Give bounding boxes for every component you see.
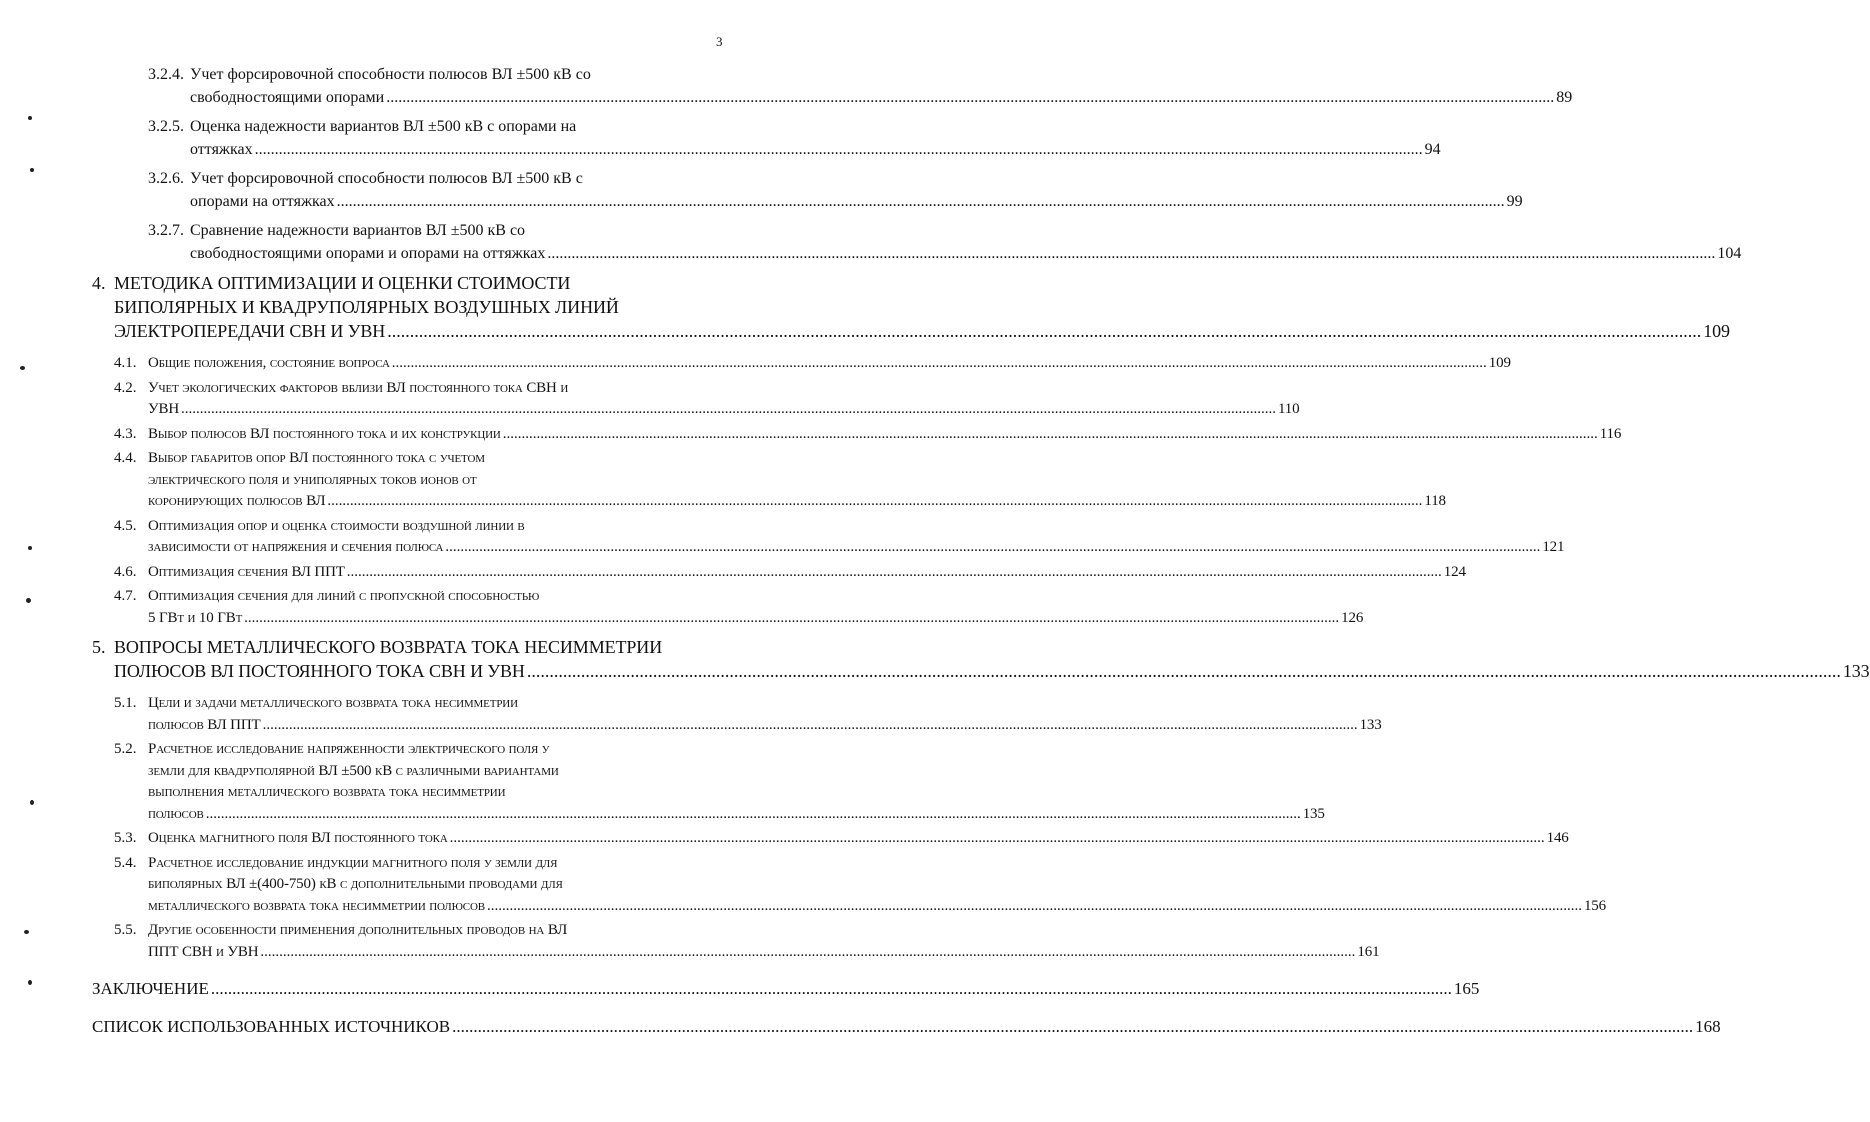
toc-entry-number: 5.1. bbox=[114, 695, 137, 711]
toc-entry-text: металлического возврата тока несимметрии полюсов bbox=[148, 897, 485, 914]
toc-entry-text: полюсов bbox=[148, 805, 204, 822]
toc-entry-text: Выбор габаритов опор ВЛ постоянного тока с учетом bbox=[148, 450, 485, 466]
toc-entry-text: Общие положения, состояние вопроса bbox=[148, 355, 390, 371]
toc-page-number: 99 bbox=[1506, 193, 1523, 210]
toc-entry-text: ЗАКЛЮЧЕНИЕ bbox=[92, 979, 209, 998]
toc-page-number: 168 bbox=[1695, 1017, 1721, 1036]
toc-entry-text: ППТ СВН и УВН bbox=[148, 943, 259, 960]
dot-leader bbox=[445, 537, 1540, 559]
toc-entry-text: 5 ГВт и 10 ГВт bbox=[148, 609, 243, 626]
toc-entry-text: Учет экологических факторов вблизи ВЛ постоянного тока СВН и bbox=[148, 379, 569, 396]
toc-entry-text: свободностоящими опорами и опорами на оттяжках bbox=[190, 245, 546, 262]
toc-page-number: 94 bbox=[1424, 141, 1441, 158]
toc-entry-number: 4.2. bbox=[114, 379, 137, 396]
scan-speck bbox=[28, 546, 32, 550]
dot-leader bbox=[527, 659, 1841, 683]
toc-entry-number: 4.1. bbox=[114, 355, 137, 371]
toc-entry-number: 5.5. bbox=[114, 922, 137, 938]
toc-entry-text: Оценка надежности вариантов ВЛ ±500 кВ с опорами на bbox=[190, 118, 577, 135]
toc-chapter-number: 5. bbox=[92, 637, 106, 657]
dot-leader bbox=[392, 353, 1487, 375]
toc-entry-text: Учет форсировочной способности полюсов ВЛ ±500 кВ со bbox=[190, 66, 591, 83]
toc-entry-text: полюсов ВЛ ППТ bbox=[148, 716, 261, 733]
scan-speck bbox=[28, 116, 32, 120]
toc-entry-text: Расчетное исследование напряженности электрического поля у bbox=[148, 741, 550, 757]
dot-leader bbox=[327, 491, 1422, 513]
toc-entry-4-6[interactable] bbox=[92, 562, 1466, 584]
toc-page-number: 121 bbox=[1542, 539, 1565, 555]
toc-chapter-title: ЭЛЕКТРОПЕРЕДАЧИ СВН И УВН bbox=[114, 321, 386, 341]
toc-entry-number: 3.2.5. bbox=[148, 118, 184, 135]
toc-entry-text: свободностоящими опорами bbox=[190, 89, 385, 106]
toc-entry-text: Другие особенности применения дополнительных проводов на ВЛ bbox=[148, 922, 568, 938]
toc-entry-5-4[interactable] bbox=[92, 853, 1606, 918]
toc-entry-3-2-7[interactable] bbox=[92, 219, 1742, 265]
dot-leader bbox=[347, 562, 1442, 584]
toc-entry-text: Выбор полюсов ВЛ постоянного тока и их конструкции bbox=[148, 425, 501, 442]
toc-entry-number: 5.2. bbox=[114, 741, 137, 757]
toc-entry-text: земли для квадруполярной ВЛ ±500 кВ с различными вариантами bbox=[148, 762, 559, 779]
toc-entry-4-4[interactable] bbox=[92, 448, 1446, 513]
toc-entry-text: Оптимизация опор и оценка стоимости воздушной линии в bbox=[148, 517, 525, 534]
toc-chapter-title: ПОЛЮСОВ ВЛ ПОСТОЯННОГО ТОКА СВН И УВН bbox=[114, 661, 525, 681]
toc-page-number: 135 bbox=[1302, 805, 1325, 822]
toc-page-number: 89 bbox=[1556, 89, 1573, 106]
dot-leader bbox=[386, 86, 1554, 109]
toc-page-number: 133 bbox=[1842, 661, 1870, 681]
toc-entry-3-2-4[interactable] bbox=[92, 63, 1573, 109]
table-of-contents bbox=[92, 63, 1870, 1053]
toc-page-number: 126 bbox=[1341, 609, 1364, 626]
toc-entry-4-3[interactable] bbox=[92, 424, 1622, 446]
toc-conclusion[interactable] bbox=[92, 977, 1480, 1001]
toc-entry-text: Расчетное исследование индукции магнитного поля у земли для bbox=[148, 854, 558, 871]
dot-leader bbox=[206, 804, 1301, 826]
toc-entry-number: 3.2.4. bbox=[148, 66, 184, 83]
dot-leader bbox=[263, 715, 1358, 737]
toc-entry-text: Оптимизация сечения ВЛ ППТ bbox=[148, 563, 345, 580]
toc-entry-text: коронирующих полюсов ВЛ bbox=[148, 493, 326, 509]
toc-entry-5-5[interactable] bbox=[92, 920, 1380, 963]
toc-page-number: 109 bbox=[1488, 355, 1511, 371]
toc-chapter-number: 4. bbox=[92, 273, 106, 293]
toc-chapter-title: МЕТОДИКА ОПТИМИЗАЦИИ И ОЦЕНКИ СТОИМОСТИ bbox=[114, 273, 571, 293]
toc-entry-number: 4.3. bbox=[114, 425, 137, 442]
toc-page-number: 124 bbox=[1443, 563, 1466, 580]
dot-leader bbox=[452, 1015, 1693, 1039]
scan-speck bbox=[30, 800, 34, 805]
dot-leader bbox=[503, 424, 1598, 446]
toc-entry-number: 3.2.7. bbox=[148, 222, 184, 239]
toc-entry-text: опорами на оттяжках bbox=[190, 193, 335, 210]
toc-entry-text: электрического поля и униполярных токов ионов от bbox=[148, 471, 477, 488]
toc-page-number: 116 bbox=[1599, 425, 1622, 442]
toc-entry-4-7[interactable] bbox=[92, 586, 1364, 629]
dot-leader bbox=[337, 190, 1505, 213]
toc-entry-number: 4.4. bbox=[114, 450, 137, 466]
toc-entry-text: оттяжках bbox=[190, 141, 253, 158]
toc-page-number: 110 bbox=[1278, 401, 1300, 417]
toc-chapter-title: БИПОЛЯРНЫХ И КВАДРУПОЛЯРНЫХ ВОЗДУШНЫХ ЛИНИЙ bbox=[114, 297, 619, 317]
dot-leader bbox=[181, 399, 1276, 421]
toc-entry-number: 4.6. bbox=[114, 563, 137, 580]
toc-page-number: 146 bbox=[1546, 830, 1569, 846]
toc-page-number: 156 bbox=[1583, 897, 1606, 914]
toc-page-number: 104 bbox=[1717, 245, 1742, 262]
toc-entry-text: Цели и задачи металлического возврата тока несимметрии bbox=[148, 695, 518, 711]
toc-entry-text: СПИСОК ИСПОЛЬЗОВАННЫХ ИСТОЧНИКОВ bbox=[92, 1017, 451, 1036]
toc-entry-5-3[interactable] bbox=[92, 828, 1569, 850]
toc-entry-text: выполнения металлического возврата тока несимметрии bbox=[148, 784, 506, 800]
toc-page-number: 133 bbox=[1359, 716, 1382, 733]
scan-speck bbox=[24, 930, 29, 934]
toc-entry-number: 5.4. bbox=[114, 854, 137, 871]
toc-entry-5-1[interactable] bbox=[92, 693, 1382, 736]
dot-leader bbox=[255, 138, 1423, 161]
dot-leader bbox=[450, 828, 1545, 850]
dot-leader bbox=[547, 242, 1715, 265]
toc-entry-4-2[interactable] bbox=[92, 378, 1300, 421]
toc-references[interactable] bbox=[92, 1015, 1721, 1039]
toc-entry-number: 5.3. bbox=[114, 830, 137, 846]
toc-chapter-5[interactable] bbox=[92, 635, 1870, 683]
toc-entry-text: биполярных ВЛ ±(400-750) кВ с дополнительными проводами для bbox=[148, 876, 563, 892]
dot-leader bbox=[260, 942, 1355, 964]
dot-leader bbox=[244, 608, 1339, 630]
dot-leader bbox=[211, 977, 1452, 1001]
scan-speck bbox=[28, 980, 32, 985]
toc-entry-text: УВН bbox=[148, 401, 180, 417]
toc-chapter-title: ВОПРОСЫ МЕТАЛЛИЧЕСКОГО ВОЗВРАТА ТОКА НЕСИММЕТРИИ bbox=[114, 637, 663, 657]
toc-entry-3-2-5[interactable] bbox=[92, 115, 1441, 161]
toc-entry-number: 4.7. bbox=[114, 588, 137, 604]
toc-entry-number: 3.2.6. bbox=[148, 170, 184, 187]
toc-entry-text: Оценка магнитного поля ВЛ постоянного тока bbox=[148, 830, 448, 846]
toc-entry-4-1[interactable] bbox=[92, 353, 1511, 375]
dot-leader bbox=[387, 319, 1701, 343]
toc-chapter-4[interactable] bbox=[92, 271, 1730, 343]
toc-entry-5-2[interactable] bbox=[92, 739, 1325, 825]
toc-page-number: 161 bbox=[1357, 943, 1380, 960]
scan-speck bbox=[26, 598, 31, 603]
toc-entry-text: Сравнение надежности вариантов ВЛ ±500 кВ со bbox=[190, 222, 526, 239]
toc-entry-number: 4.5. bbox=[114, 517, 137, 534]
toc-entry-4-5[interactable] bbox=[92, 516, 1565, 559]
scan-speck bbox=[30, 168, 34, 172]
toc-entry-3-2-6[interactable] bbox=[92, 167, 1523, 213]
toc-entry-text: Учет форсировочной способности полюсов ВЛ ±500 кВ с bbox=[190, 170, 583, 187]
dot-leader bbox=[487, 896, 1582, 918]
toc-page-number: 165 bbox=[1453, 979, 1480, 998]
toc-entry-text: зависимости от напряжения и сечения полюса bbox=[148, 539, 444, 555]
toc-page-number: 118 bbox=[1424, 493, 1446, 509]
scan-speck bbox=[20, 366, 25, 370]
toc-entry-text: Оптимизация сечения для линий с пропускной способностью bbox=[148, 588, 540, 604]
toc-page-number: 109 bbox=[1703, 321, 1730, 341]
page-number: 3 bbox=[716, 34, 723, 49]
